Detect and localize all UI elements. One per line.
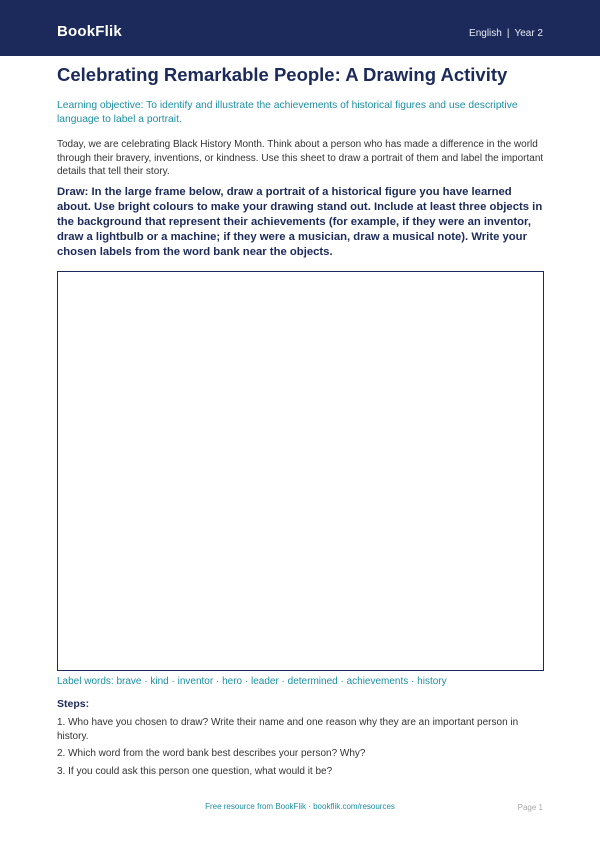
steps-heading: Steps: xyxy=(57,698,90,710)
word-bank: Label words: brave · kind · inventor · hero · leader · determined · achievements · history xyxy=(57,676,447,687)
drawing-frame[interactable] xyxy=(57,271,544,671)
learning-objective: Learning objective: To identify and illustrate the achievements of historical figures and use descriptive language to label a portrait. xyxy=(57,100,518,125)
year-label: Year 2 xyxy=(514,28,543,39)
intro-paragraph: Today, we are celebrating Black History Month. Think about a person who has made a difference in the world through their bravery, inventions, or kindness. Use this sheet to draw a portrait of them and label the important details that tell their story. xyxy=(57,139,544,177)
steps-list xyxy=(57,716,545,782)
subject-year xyxy=(469,28,543,39)
page-number: Page 1 xyxy=(517,803,543,812)
page-title: Celebrating Remarkable People: A Drawing Activity xyxy=(57,64,508,85)
drawing-instruction: Draw: In the large frame below, draw a portrait of a historical figure you have learned about. Use bright colours to make your drawing stand out. Include at least three objects in the background that represent their achievements (for example, if they were an inventor, draw a lightbulb or a machine; if they were a musician, draw a musical note). Write your chosen labels from the word bank near the objects. xyxy=(57,186,543,258)
step-item: 1. Who have you chosen to draw? Write their name and one reason why they are an important person in history. xyxy=(57,717,519,742)
meta-separator: | xyxy=(506,28,510,39)
brand-logo: BookFlik xyxy=(57,23,122,40)
step-item: 3. If you could ask this person one question, what would it be? xyxy=(57,765,333,777)
footer-text: Free resource from BookFlik · bookflik.com/resources xyxy=(205,802,395,811)
subject-label: English xyxy=(469,28,502,39)
step-item: 2. Which word from the word bank best describes your person? Why? xyxy=(57,748,366,759)
header-bar xyxy=(0,0,600,56)
